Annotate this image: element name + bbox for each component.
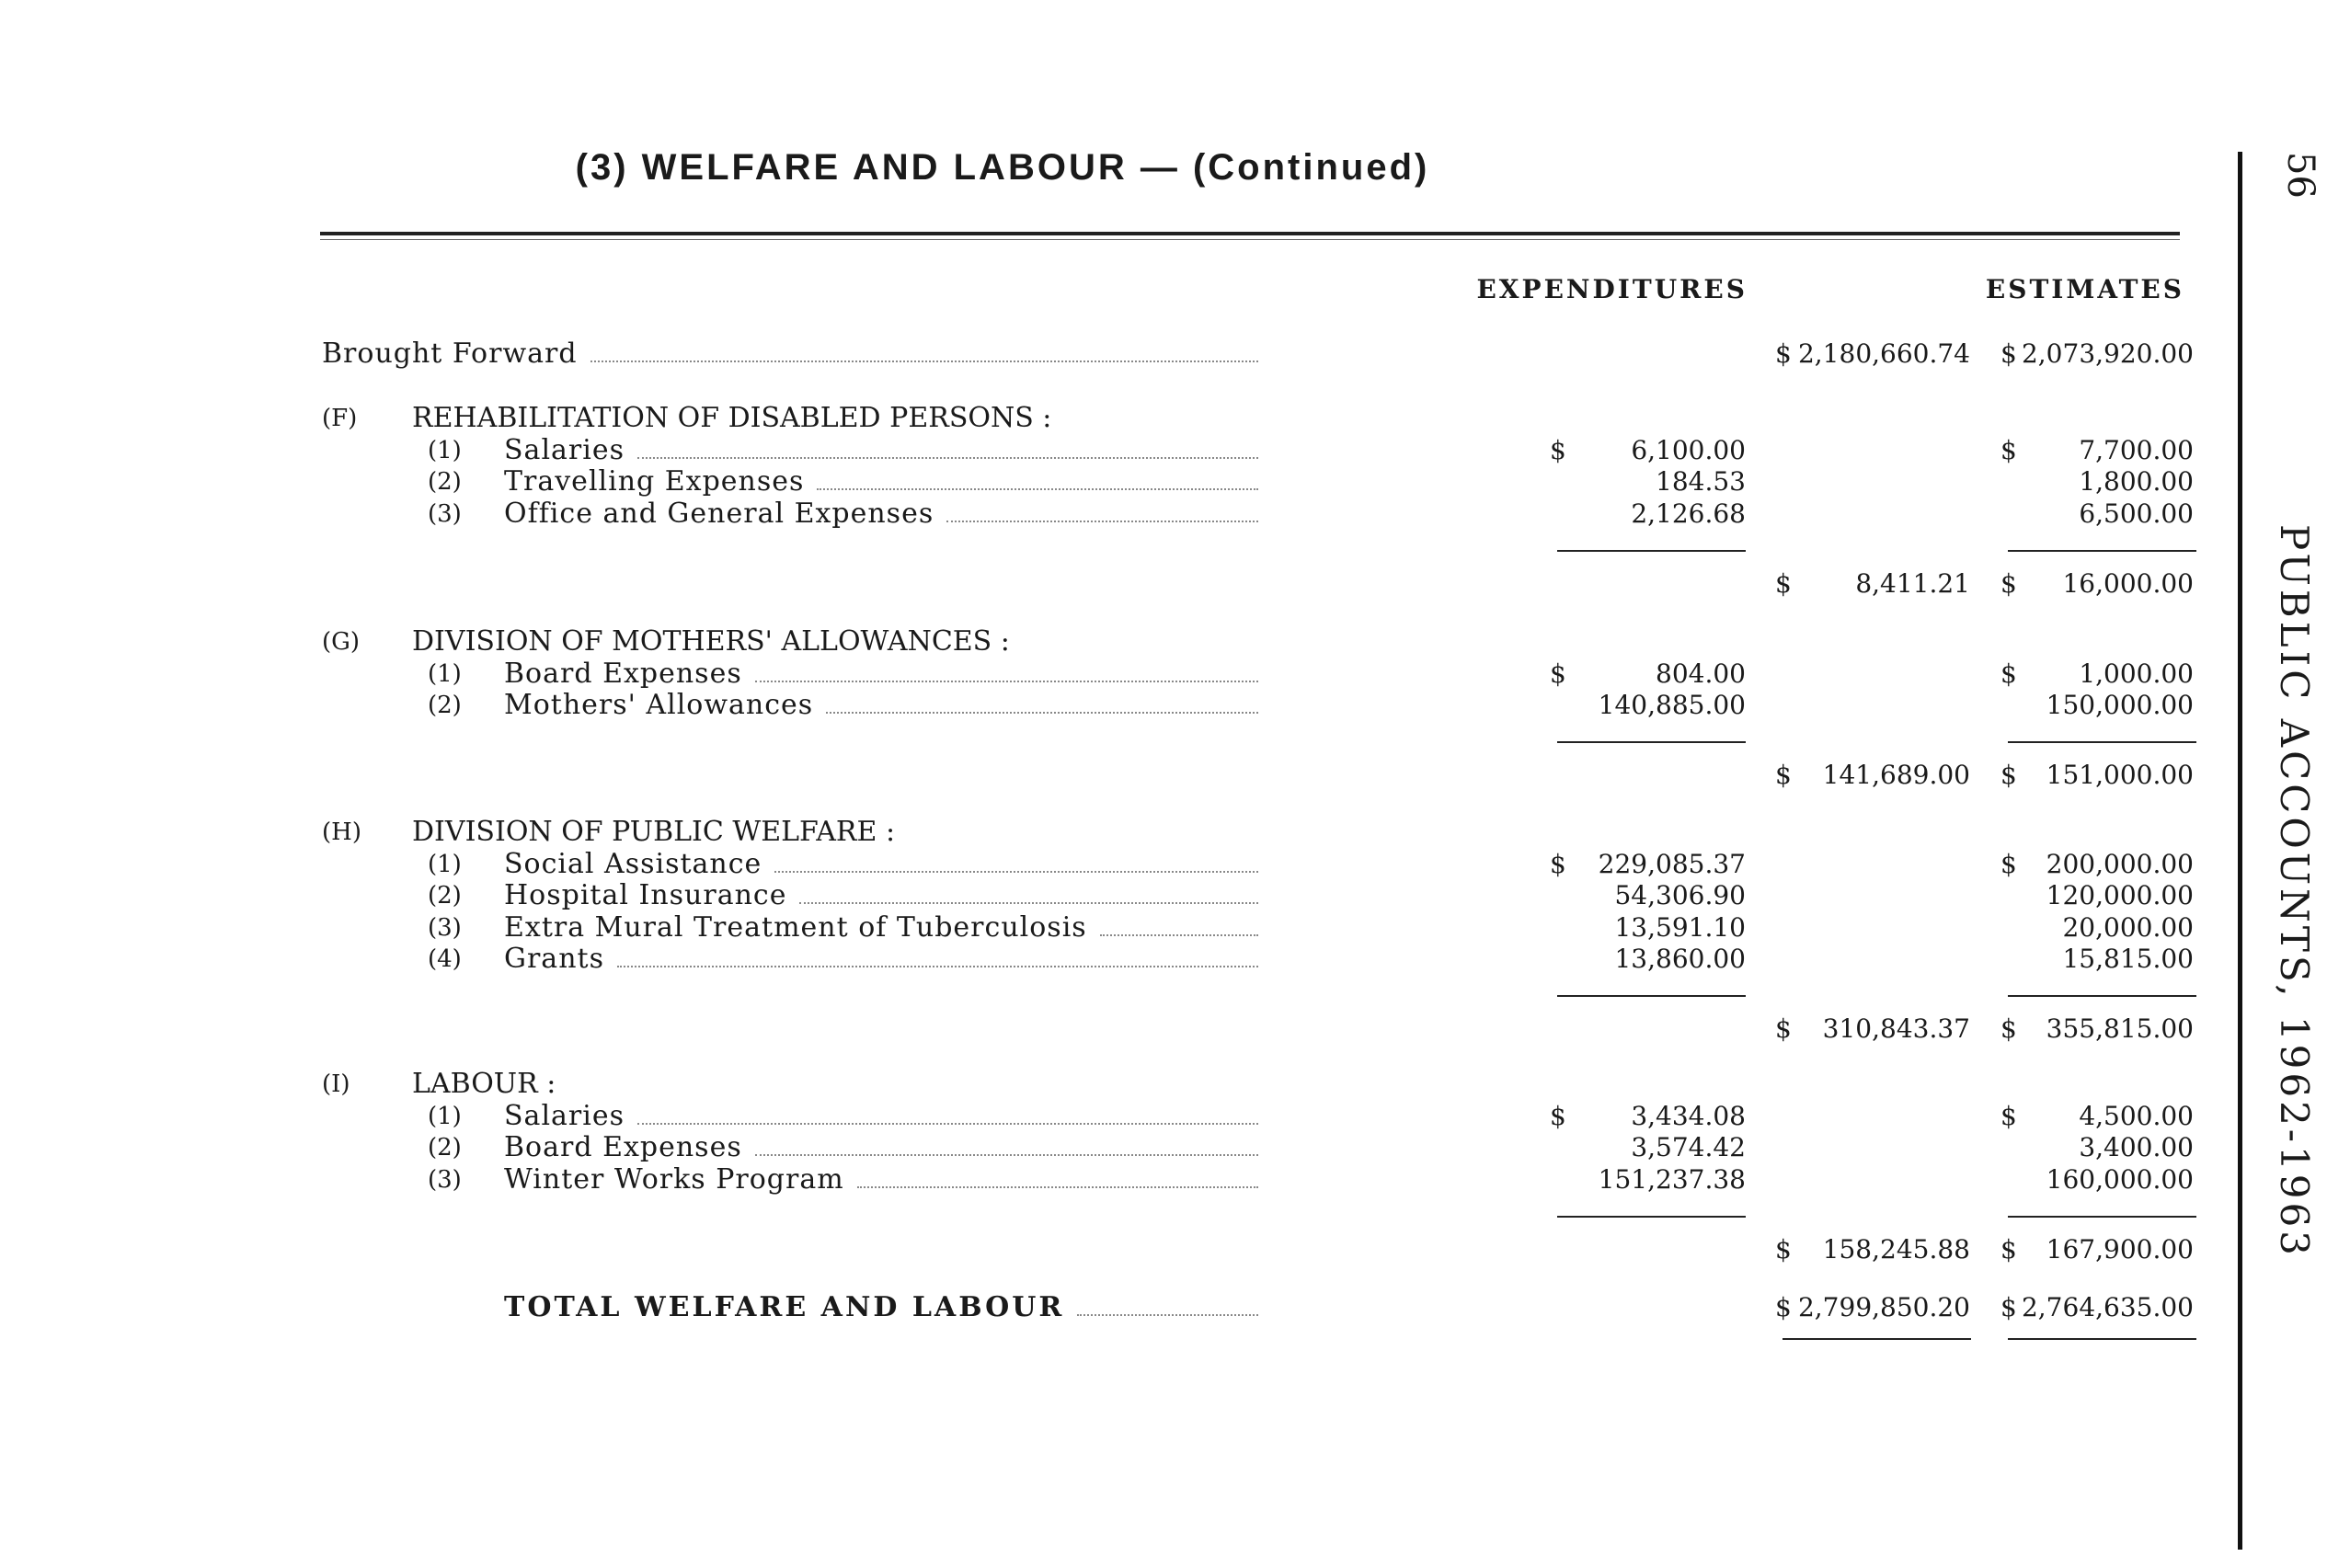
page-number: 56 — [2279, 152, 2321, 199]
item-label-text: Grants — [504, 944, 604, 975]
grand-total-row — [0, 1292, 2207, 1323]
item-estimate: 6,500.00 — [2079, 498, 2194, 529]
item-expenditure: 151,237.38 — [1598, 1163, 1746, 1195]
item-number: (1) — [428, 659, 462, 688]
dot-leader — [637, 435, 1258, 459]
line-item-row — [0, 1164, 2207, 1196]
item-estimate: 4,500.00 — [2079, 1100, 2194, 1131]
section-heading: DIVISION OF MOTHERS' ALLOWANCES : — [412, 626, 1010, 658]
item-number: (2) — [428, 882, 462, 910]
dot-leader — [946, 498, 1258, 522]
section-total-row — [0, 568, 2207, 600]
currency-symbol: $ — [2000, 434, 2017, 465]
section-letter: (H) — [322, 818, 361, 846]
currency-symbol: $ — [2000, 658, 2017, 689]
item-number: (2) — [428, 1134, 462, 1162]
item-label-text: Mothers' Allowances — [504, 690, 814, 721]
currency-symbol: $ — [2000, 760, 2017, 790]
grand-total-label-text: TOTAL WELFARE AND LABOUR — [504, 1292, 1065, 1323]
item-number: (3) — [428, 913, 462, 942]
line-item-row — [0, 944, 2207, 975]
dot-leader — [1077, 1292, 1258, 1316]
section-heading: DIVISION OF PUBLIC WELFARE : — [412, 817, 896, 848]
item-expenditure: 184.53 — [1656, 466, 1746, 497]
section-total-estimate: 16,000.00 — [2062, 567, 2194, 599]
item-estimate: 7,700.00 — [2079, 434, 2194, 465]
currency-symbol: $ — [2000, 338, 2017, 369]
currency-symbol: $ — [1550, 1100, 1566, 1131]
dot-leader — [817, 466, 1258, 490]
section-total-expenditure: 8,411.21 — [1855, 567, 1970, 599]
dot-leader — [755, 1132, 1258, 1156]
subtotal-rule — [2008, 995, 2196, 997]
item-label-text: Social Assistance — [504, 848, 762, 880]
subtotal-rule — [1557, 741, 1746, 743]
section-total-estimate: 355,815.00 — [2046, 1013, 2194, 1044]
line-item-row — [0, 1101, 2207, 1132]
item-label-text: Board Expenses — [504, 1132, 742, 1163]
subtotal-rule — [1557, 550, 1746, 552]
item-label — [504, 466, 1258, 498]
item-label — [504, 690, 1258, 721]
item-estimate: 1,800.00 — [2079, 466, 2194, 497]
subtotal-rule — [2008, 1216, 2196, 1218]
grand-total-rule — [2008, 1338, 2196, 1340]
currency-symbol: $ — [1775, 1013, 1792, 1044]
section-total-expenditure: 141,689.00 — [1822, 760, 1970, 790]
running-title: PUBLIC ACCOUNTS, 1962-1963 — [2272, 524, 2317, 1259]
currency-symbol: $ — [2000, 1233, 2017, 1265]
brought-forward-label — [322, 338, 1258, 370]
title-rule — [320, 232, 2180, 240]
section-heading-row — [0, 817, 2207, 848]
dot-leader — [755, 658, 1258, 682]
line-item-row — [0, 435, 2207, 466]
dot-leader — [857, 1164, 1258, 1188]
item-label — [504, 498, 1258, 530]
item-number: (1) — [428, 1102, 462, 1130]
item-number: (1) — [428, 850, 462, 878]
line-item-row — [0, 658, 2207, 690]
grand-total-label — [504, 1292, 1258, 1323]
item-number: (1) — [428, 436, 462, 464]
section-total-estimate: 151,000.00 — [2046, 760, 2194, 790]
currency-symbol: $ — [1775, 1233, 1792, 1265]
item-number: (3) — [428, 1165, 462, 1194]
item-label-text: Travelling Expenses — [504, 466, 805, 498]
currency-symbol: $ — [2000, 848, 2017, 879]
dot-leader — [774, 849, 1258, 873]
margin-rule — [2238, 152, 2242, 1550]
section-total-estimate: 167,900.00 — [2046, 1233, 2194, 1265]
item-label — [504, 1101, 1258, 1132]
brought-forward-row — [0, 338, 2207, 370]
item-number: (3) — [428, 499, 462, 528]
section-heading-row — [0, 403, 2207, 434]
item-expenditure: 2,126.68 — [1631, 498, 1746, 529]
item-number: (2) — [428, 692, 462, 719]
line-item-row — [0, 498, 2207, 530]
dot-leader — [617, 944, 1258, 967]
item-estimate: 15,815.00 — [2062, 944, 2194, 974]
line-item-row — [0, 1132, 2207, 1163]
item-expenditure: 3,574.42 — [1631, 1132, 1746, 1162]
item-expenditure: 3,434.08 — [1631, 1100, 1746, 1131]
currency-symbol: $ — [1775, 760, 1792, 790]
dot-leader — [637, 1101, 1258, 1125]
section-letter: (F) — [322, 405, 358, 432]
currency-symbol: $ — [1550, 848, 1566, 879]
brought-forward-expenditure: 2,180,660.74 — [1797, 338, 1970, 369]
item-expenditure: 13,591.10 — [1614, 911, 1746, 943]
brought-forward-estimate: 2,073,920.00 — [2021, 338, 2194, 369]
item-label-text: Winter Works Program — [504, 1163, 844, 1196]
dot-leader — [1100, 912, 1258, 936]
item-label — [504, 849, 1258, 880]
line-item-row — [0, 466, 2207, 498]
item-expenditure: 13,860.00 — [1614, 944, 1746, 974]
item-label — [504, 435, 1258, 466]
currency-symbol: $ — [1775, 1292, 1792, 1322]
item-estimate: 20,000.00 — [2062, 911, 2194, 943]
item-estimate: 150,000.00 — [2046, 690, 2194, 720]
item-label — [504, 880, 1258, 911]
section-total-row — [0, 1013, 2207, 1045]
currency-symbol: $ — [1550, 434, 1566, 465]
item-number: (4) — [428, 945, 462, 973]
section-letter: (I) — [322, 1070, 350, 1098]
item-label — [504, 658, 1258, 690]
grand-total-expenditure: 2,799,850.20 — [1797, 1292, 1970, 1322]
subtotal-rule — [2008, 741, 2196, 743]
item-estimate: 120,000.00 — [2046, 880, 2194, 910]
currency-symbol: $ — [1550, 658, 1566, 689]
section-heading: REHABILITATION OF DISABLED PERSONS : — [412, 403, 1052, 434]
line-item-row — [0, 690, 2207, 721]
brought-forward-label-text: Brought Forward — [322, 338, 578, 370]
item-label-text: Salaries — [504, 1100, 625, 1132]
item-expenditure: 229,085.37 — [1598, 848, 1746, 879]
item-label-text: Hospital Insurance — [504, 880, 787, 911]
item-expenditure: 6,100.00 — [1631, 434, 1746, 465]
grand-total-rule — [1783, 1338, 1971, 1340]
expenditures-column-header: EXPENDITURES — [1476, 274, 1748, 304]
item-label-text: Extra Mural Treatment of Tuberculosis — [504, 911, 1087, 944]
item-expenditure: 804.00 — [1656, 658, 1746, 689]
currency-symbol: $ — [2000, 567, 2017, 599]
subtotal-rule — [1557, 1216, 1746, 1218]
subtotal-rule — [2008, 550, 2196, 552]
line-item-row — [0, 849, 2207, 880]
currency-symbol: $ — [1775, 338, 1792, 369]
item-label-text: Salaries — [504, 434, 625, 466]
currency-symbol: $ — [1775, 567, 1792, 599]
grand-total-estimate: 2,764,635.00 — [2021, 1292, 2194, 1322]
section-total-row — [0, 1234, 2207, 1265]
item-estimate: 3,400.00 — [2079, 1132, 2194, 1162]
item-label-text: Board Expenses — [504, 658, 742, 690]
item-label-text: Office and General Expenses — [504, 498, 934, 530]
dot-leader — [799, 880, 1258, 904]
line-item-row — [0, 912, 2207, 944]
section-heading: LABOUR : — [412, 1069, 556, 1100]
section-heading-row — [0, 1069, 2207, 1100]
section-total-expenditure: 310,843.37 — [1822, 1013, 1970, 1044]
item-expenditure: 140,885.00 — [1598, 690, 1746, 720]
item-label — [504, 944, 1258, 975]
item-label — [504, 912, 1258, 944]
item-label — [504, 1164, 1258, 1196]
section-heading-row — [0, 626, 2207, 658]
currency-symbol: $ — [2000, 1292, 2017, 1322]
dot-leader — [590, 338, 1258, 362]
item-label — [504, 1132, 1258, 1163]
page-title: (3) WELFARE AND LABOUR — (Continued) — [575, 147, 1430, 188]
estimates-column-header: ESTIMATES — [1985, 274, 2184, 304]
item-expenditure: 54,306.90 — [1614, 880, 1746, 910]
currency-symbol: $ — [2000, 1100, 2017, 1131]
dot-leader — [826, 690, 1258, 714]
line-item-row — [0, 880, 2207, 911]
section-total-expenditure: 158,245.88 — [1822, 1233, 1970, 1265]
section-total-row — [0, 760, 2207, 791]
item-estimate: 160,000.00 — [2046, 1163, 2194, 1195]
item-number: (2) — [428, 468, 462, 496]
item-estimate: 200,000.00 — [2046, 848, 2194, 879]
subtotal-rule — [1557, 995, 1746, 997]
currency-symbol: $ — [2000, 1013, 2017, 1044]
item-estimate: 1,000.00 — [2079, 658, 2194, 689]
section-letter: (G) — [322, 628, 361, 656]
